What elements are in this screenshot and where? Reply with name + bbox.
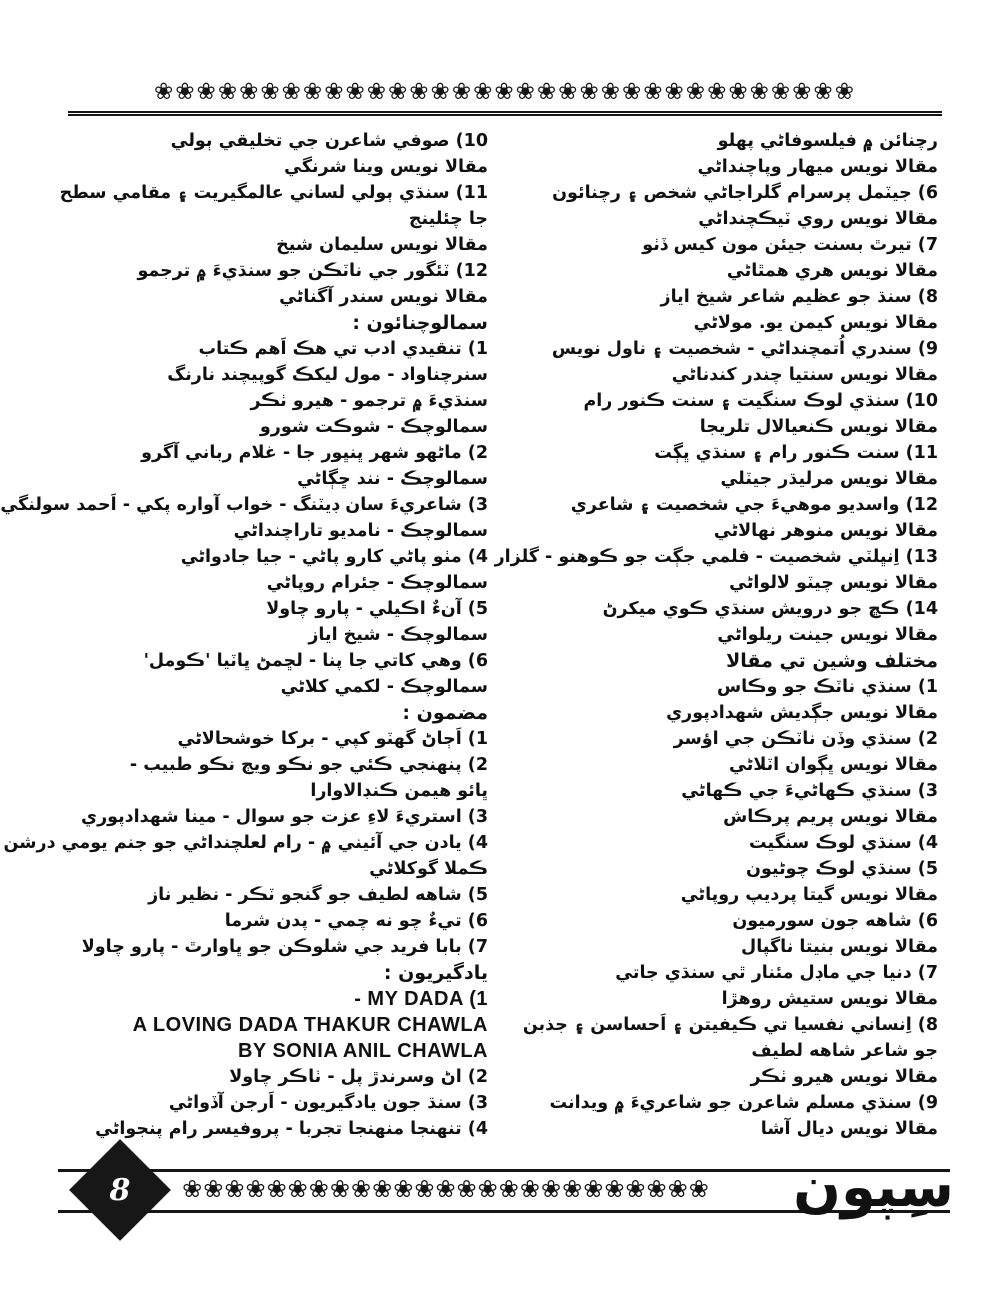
- toc-line: 2) اڻ وسرندڙ پل - ٺاڪر چاولا: [229, 1067, 488, 1087]
- toc-line: سمالوچڪ - شيخ اياز: [308, 625, 488, 645]
- toc-line: رچنائن ۾ فيلسوفاڻي پهلو: [717, 131, 938, 151]
- toc-line: 10) صوفي شاعرن جي تخليقي ٻولي: [170, 131, 488, 151]
- toc-line: 5) شاهه لطيف جو گنجو ٽڪر - نظير ناز: [148, 885, 488, 905]
- toc-line: مضمون :: [402, 702, 488, 724]
- toc-line: مقالا نويس هيرو ٺڪر: [750, 1067, 938, 1087]
- toc-line: 3) سنڌ جون يادگيريون - اَرجن آڏواڻي: [168, 1093, 488, 1113]
- toc-column-right: [494, 128, 938, 1142]
- toc-line: 12) واسديو موهيءَ جي شخصيت ۽ شاعري: [570, 495, 938, 515]
- toc-line: سمالوچڪ - نامديو تاراچنداڻي: [233, 521, 488, 541]
- toc-line: مقالا نويس ستيش روهڙا: [721, 989, 938, 1009]
- toc-line: سمالوچڪ - لکمي کلاڻي: [280, 677, 488, 697]
- toc-line: مقالا نويس هري همٿاڻي: [726, 261, 938, 281]
- toc-line: 1) سنڌي ناٽڪ جو وڪاس: [717, 677, 938, 697]
- toc-line: مقالا نويس ميهار وپاچنداڻي: [697, 157, 938, 177]
- toc-line: 1) اَڄاڻ گهٽو کپي - برکا خوشحالاڻي: [177, 729, 488, 749]
- magazine-logo: سِپون: [793, 1155, 954, 1220]
- toc-line: مقالا نويس وينا شرنگي: [284, 157, 488, 177]
- toc-line: مقالا نويس ڀڳوان اٽلاڻي: [729, 755, 938, 775]
- flower-border-icon: ❀❀❀❀❀❀❀❀❀❀❀❀❀❀❀❀❀❀❀❀❀❀❀❀❀: [182, 1175, 710, 1203]
- toc-line: 7) دنيا جي ماڊل مئنار ٿي سنڌي جاتي: [615, 963, 938, 983]
- toc-line: مقالا نويس جڳديش شهدادپوري: [666, 703, 938, 723]
- toc-line: مقالا نويس گيتا پرديپ روپاڻي: [680, 885, 938, 905]
- toc-line: 8) سنڌ جو عظيم شاعر شيخ اياز: [660, 287, 938, 307]
- toc-line: مقالا نويس منوهر نهالاڻي: [713, 521, 938, 541]
- toc-line: 6) تيءٌ چو نه چمي - پدن شرما: [224, 911, 488, 931]
- toc-line: سمالوچڪ - شوڪت شورو: [259, 417, 488, 437]
- toc-line: 4) تنهنجا منهنجا تجربا - پروفيسر رام پنجواڻي: [95, 1119, 488, 1139]
- bottom-border: [58, 1155, 954, 1220]
- toc-line: 11) سنت ڪنور رام ۽ سنڌي ڀڳت: [654, 443, 938, 463]
- toc-line: 9) سنڌي مسلم شاعرن جو شاعريءَ ۾ ويدانت: [549, 1093, 938, 1113]
- toc-line: 3) استريءَ لاءِ عزت جو سوال - مينا شهدادپوري: [81, 807, 488, 827]
- page-number: 8: [109, 1172, 131, 1208]
- toc-line: يادگيريون :: [383, 962, 488, 984]
- toc-line: مقالا نويس روي ٽيڪچنداڻي: [698, 209, 938, 229]
- toc-line: 12) ٽئگور جي ناٽڪن جو سنڌيءَ ۾ ترجمو: [137, 261, 488, 281]
- toc-line: مقالا نويس پريم پرڪاش: [723, 807, 938, 827]
- toc-line: مقالا نويس کيمن يو. مولاڻي: [693, 313, 938, 333]
- toc-line: مقالا نويس سندر آگناڻي: [279, 287, 488, 307]
- toc-line: ڪملا گوکلاڻي: [369, 859, 488, 879]
- toc-line: 6) وهي کاتي جا پنا - لڇمڻ ڀاٽيا 'ڪومل': [143, 651, 488, 671]
- toc-line: سنرچناواد - مول ليکڪ گوپيچند نارنگ: [167, 365, 488, 385]
- toc-line: 6) جيٽمل پرسرام گلراجاڻي شخص ۽ رچنائون: [552, 183, 938, 203]
- toc-line: 13) اِنڀلٽي شخصيت - فلمي جڳت جو ڪوهنو - گلزار: [494, 547, 938, 567]
- toc-line: جو شاعر شاهه لطيف: [751, 1041, 938, 1061]
- toc-line: A LOVING DADA THAKUR CHAWLA: [132, 1014, 488, 1036]
- toc-line: 5) سنڌي لوڪ چوڻيون: [746, 859, 938, 879]
- toc-line: مقالا نويس ديال آشا: [760, 1119, 938, 1139]
- toc-line: مختلف وشين تي مقالا: [726, 650, 938, 672]
- toc-line: 3) سنڌي ڪهاڻيءَ جي ڪهاڻي: [681, 781, 938, 801]
- toc-line: 4) يادن جي آئيني ۾ - رام لعلچنداڻي جو جنم يومي درشن: [3, 833, 488, 853]
- toc-line: مقالا نويس ڪنعيالال تلريجا: [699, 417, 938, 437]
- toc-line: مقالا نويس چيٽو لالواڻي: [729, 573, 938, 593]
- toc-line: 4) سنڌي لوڪ سنگيت: [749, 833, 938, 853]
- toc-line: - MY DADA (1: [354, 988, 488, 1010]
- toc-line: مقالا نويس جينت ريلواڻي: [717, 625, 938, 645]
- toc-line: سمالوچنائون :: [352, 312, 488, 334]
- toc-line: 2) ماڻهو شهر ڀنڀور جا - غلام رباني آگرو: [141, 443, 488, 463]
- toc-line: 7) تيرٿ بسنت جيئن مون کيس ڏٺو: [642, 235, 938, 255]
- toc-line: 14) ڪڇ جو درويش سنڌي ڪوي ميکرڻ: [602, 599, 938, 619]
- page-number-badge: [69, 1139, 171, 1241]
- toc-line: مقالا نويس سنتيا چندر کندناڻي: [671, 365, 938, 385]
- toc-line: 10) سنڌي لوڪ سنگيت ۽ سنت ڪنور رام: [583, 391, 938, 411]
- toc-line: 11) سنڌي ٻولي لساني عالمگيريت ۽ مقامي سطح: [59, 183, 488, 203]
- toc-line: جا چئلينج: [408, 209, 488, 229]
- toc-line: 7) بابا فريد جي شلوڪن جو ڀاوارٿ - پارو چاولا: [81, 937, 488, 957]
- toc-line: سمالوچڪ - نند ڇڳاڻي: [297, 469, 488, 489]
- toc-line: BY SONIA ANIL CHAWLA: [237, 1040, 488, 1062]
- toc-line: سمالوچڪ - جئرام روپاڻي: [266, 573, 488, 593]
- toc-line: سنڌيءَ ۾ ترجمو - هيرو ٺڪر: [250, 391, 488, 411]
- toc-line: مقالا نويس مرليڌر جيٽلي: [720, 469, 938, 489]
- toc-line: 3) شاعريءَ سان ڊيٽنگ - خواب آواره پکي - اَحمد سولنگي: [0, 495, 488, 515]
- toc-line: 5) آنءٌ اڪيلي - پارو چاولا: [266, 599, 488, 619]
- toc-line: مقالا نويس سليمان شيخ: [276, 235, 488, 255]
- flower-border-icon: ❀❀❀❀❀❀❀❀❀❀❀❀❀❀❀❀❀❀❀❀❀❀❀❀❀❀❀❀❀❀❀❀❀: [154, 79, 856, 105]
- toc-line: 4) مٺو پاڻي کارو پاڻي - جيا جادواڻي: [180, 547, 488, 567]
- toc-column-left: [0, 128, 488, 1142]
- toc-line: 6) شاهه جون سورميون: [732, 911, 938, 931]
- toc-line: مقالا نويس بنيتا ناگپال: [741, 937, 938, 957]
- toc-line: 8) اِنساني نفسيا تي ڪيفيتن ۽ اَحساسن ۽ جذبن: [522, 1015, 938, 1035]
- toc-line: 9) سندري اُتمچنداڻي - شخصيت ۽ ناول نويس: [551, 339, 938, 359]
- toc-line: ڀائو هيمن ڪنڊالاوارا: [310, 781, 488, 801]
- toc-line: 1) تنقيدي ادب تي هڪ اَهم ڪتاب: [198, 339, 488, 359]
- toc-line: 2) پنهنجي ڪئي جو نڪو ويڄ نڪو طبيب -: [129, 755, 488, 775]
- toc-line: 2) سنڌي وڏن ناٽڪن جي اؤسر: [673, 729, 938, 749]
- top-border: [68, 78, 942, 116]
